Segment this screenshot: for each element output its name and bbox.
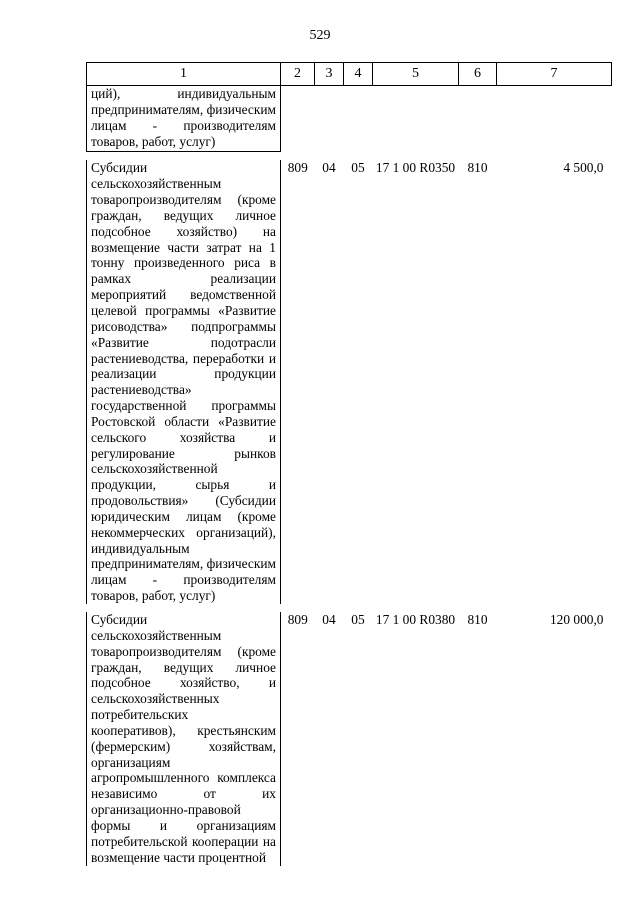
header-col-4: 4 — [344, 63, 373, 86]
row-expense-type-code: 810 — [467, 612, 488, 627]
header-col-1: 1 — [87, 63, 281, 86]
row-ministry-code: 809 — [287, 160, 308, 176]
header-col-5: 5 — [373, 63, 459, 86]
header-col-7: 7 — [497, 63, 612, 86]
page-number: 529 — [309, 28, 331, 43]
row-name: Субсидии сельскохозяйственным товаропроизводителям (кроме граждан, ведущих личное подсобное хозяйство, и сельскохозяйственных потребительских кооперативов), крестьянским (фермерским) хозяйствам, организациям агропромышленного комплекса независимо от их организационно-правовой формы и организациям потребительской кооперации на возмещение части процентной — [87, 612, 281, 866]
table-row — [87, 612, 612, 866]
header-col-2: 2 — [281, 63, 315, 86]
row-amount: 120 000,0 — [549, 612, 604, 627]
header-col-3: 3 — [315, 63, 344, 86]
row-section-code: 04 — [322, 160, 336, 176]
row-amount: 4 500,0 — [563, 160, 604, 176]
row-section-code: 04 — [322, 612, 336, 627]
row-target-article-code: 17 1 00 R0350 — [375, 160, 456, 176]
table-row-continuation — [87, 86, 612, 152]
row-name: ций), индивидуальным предпринимателям, физическим лицам - производителям товаров, работ, услуг) — [87, 86, 281, 152]
table-row — [87, 160, 612, 604]
row-name: Субсидии сельскохозяйственным товаропроизводителям (кроме граждан, ведущих личное подсобное хозяйство) на возмещение части затрат на 1 тонну произведенного риса в рамках реализации мероприятий ведомственной целевой программы «Развитие рисоводства» подпрограммы «Развитие подотрасли растениеводства, переработки и реализации продукции растениеводства» государственной программы Ростовской области «Развитие сельского хозяйства и регулирование рынков сельскохозяйственной продукции, сырья и продовольствия» (Субсидии юридическим лицам (кроме некоммерческих организаций), индивидуальным предпринимателям, физическим лицам - производителям товаров, работ, услуг) — [87, 160, 281, 604]
row-target-article-code: 17 1 00 R0380 — [375, 612, 456, 627]
budget-table — [86, 62, 612, 866]
row-subsection-code: 05 — [351, 612, 365, 627]
row-subsection-code: 05 — [351, 160, 365, 176]
row-expense-type-code: 810 — [467, 160, 488, 176]
header-col-6: 6 — [459, 63, 497, 86]
header-row — [87, 63, 612, 86]
table-header — [87, 63, 612, 86]
row-ministry-code: 809 — [287, 612, 308, 627]
